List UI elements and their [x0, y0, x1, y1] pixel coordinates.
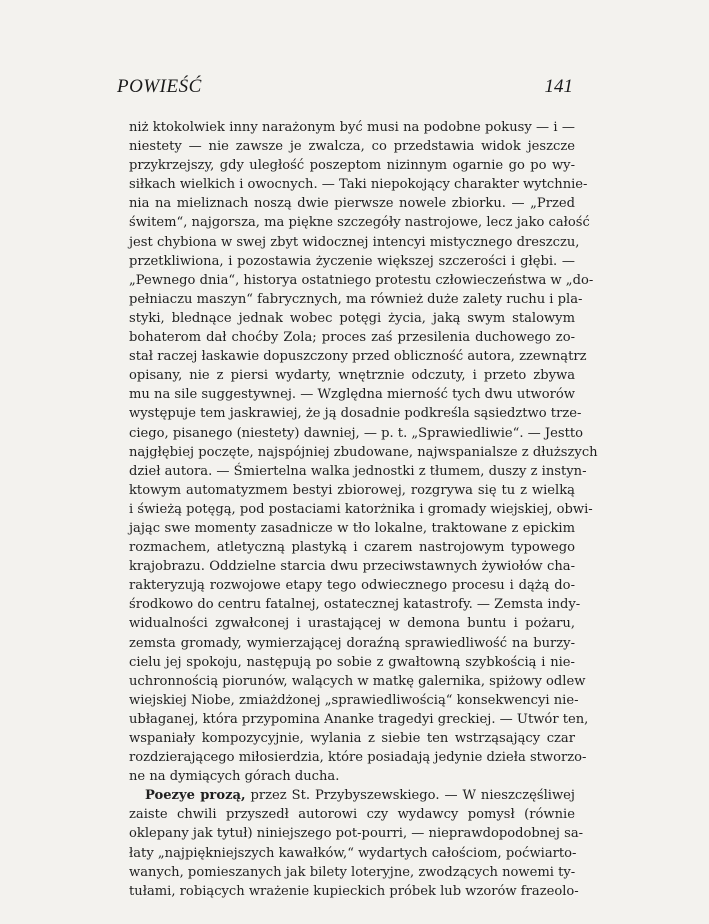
- text-line: pełniaczu maszyn“ fabrycznych, ma również duże zalety ruchu i pla-: [129, 291, 583, 307]
- text-line: ktowym automatyzmem bestyi zbiorowej, rozgrywa się tu z wielką: [129, 482, 575, 498]
- text-line: opisany, nie z piersi wydarty, wnętrznie odczuty, i przeto zbywa: [129, 368, 575, 384]
- text-line: niestety — nie zawsze je zwalcza, co przedstawia widok jeszcze: [129, 139, 575, 155]
- text-line: stał raczej łaskawie dopuszczony przed obliczność autora, zzewnątrz: [129, 349, 587, 365]
- section-first-line-rest: przez St. Przybyszewskiego. — W nieszczęśliwej: [245, 788, 575, 804]
- text-line: przykrzejszy, gdy uległość poszeptom nizinnym ogarnie go po wy-: [129, 158, 575, 174]
- text-line: środkowo do centru fatalnej, ostatecznej katastrofy. — Zemsta indy-: [129, 597, 581, 613]
- text-line: dzieł autora. — Śmiertelna walka jednostki z tłumem, duszy z instyn-: [129, 463, 587, 479]
- text-line: jest chybiona w swej zbyt widocznej intencyi mistycznego dreszczu,: [129, 234, 580, 250]
- text-line: bohaterom dał choćby Zola; proces zaś przesilenia duchowego zo-: [129, 330, 575, 346]
- text-line: widualności zgwałconej i urastającej w demona buntu i pożaru,: [129, 616, 575, 632]
- text-line: ne na dymiących górach ducha.: [129, 769, 340, 785]
- paragraph-2: [129, 805, 584, 900]
- text-line: wiejskiej Niobe, zmiażdżonej „sprawiedliwością“ konsekwencyi nie-: [129, 692, 579, 708]
- text-line: zemsta gromady, wymierzającej doraźną sprawiedliwość na burzy-: [129, 635, 575, 651]
- text-line: rozmachem, atletyczną plastyką i czarem nastrojowym typowego: [129, 540, 575, 556]
- text-line: przetkliwiona, i pozostawia życzenie większej szczerości i głębi. —: [129, 253, 575, 269]
- text-line: ciego, pisanego (niestety) dawniej, — p. t. „Sprawiedliwie“. — Jestto: [129, 425, 584, 441]
- text-line: siłkach wielkich i owocnych. — Taki niepokojący charakter wytchnie-: [129, 177, 588, 193]
- text-line: rakteryzują rozwojowe etapy tego odwiecznego procesu i dążą do-: [129, 578, 575, 594]
- text-line: występuje tem jaskrawiej, że ją dosadnie podkreśla sąsiedztwo trze-: [129, 406, 582, 422]
- text-line: wanych, pomieszanych jak bilety loteryjne, zwodzących nowemi ty-: [129, 864, 576, 880]
- text-line: niż ktokolwiek inny narażonym być musi na podobne pokusy — i —: [129, 120, 575, 135]
- text-line: najgłębiej poczęte, najspójniej zbudowane, najwspanialsze z dłuższych: [129, 444, 598, 460]
- text-line: rozdzierającego miłosierdzia, które posiadają jedynie dzieła stworzo-: [129, 750, 587, 766]
- text-line: i świeżą potęgą, pod postaciami katorżnika i gromady wiejskiej, obwi-: [129, 501, 593, 517]
- page-number: 141: [544, 76, 573, 97]
- text-line: „Pewnego dnia“, historya ostatniego protestu człowieczeństwa w „do-: [129, 272, 594, 288]
- body-text: [129, 118, 598, 901]
- text-line: uchronnością piorunów, walących w matkę galernika, spiżowy odlew: [129, 673, 586, 689]
- text-line: jając swe momenty zasadnicze w tło lokalne, traktowane z epickim: [129, 520, 575, 536]
- text-line: krajobrazu. Oddzielne starcia dwu przeciwstawnych żywiołów cha-: [129, 559, 575, 575]
- text-line: zaiste chwili przyszedł autorowi czy wydawcy pomysł (równie: [129, 807, 575, 823]
- running-head-title: POWIEŚĆ: [117, 76, 202, 97]
- text-line: tułami, robiących wrażenie kupieckich próbek lub wzorów frazeolo-: [129, 883, 579, 899]
- text-line: wspaniały kompozycyjnie, wylania z siebie ten wstrząsający czar: [129, 731, 575, 746]
- text-line: styki, blednące jednak wobec potęgi życia, jaką swym stalowym: [129, 310, 575, 326]
- paragraph-1: [129, 118, 598, 786]
- text-line: świtem“, najgorsza, ma piękne szczegóły nastrojowe, lecz jako całość: [129, 215, 590, 231]
- text-line: łaty „najpiękniejszych kawałków,“ wydartych całościom, poćwiarto-: [129, 845, 577, 861]
- text-line: nia na mieliznach noszą dwie pierwsze nowele zbiorku. — „Przed: [129, 196, 575, 212]
- section-heading: Poezye prozą,: [145, 788, 246, 804]
- text-line: mu na sile suggestywnej. — Względna mierność tych dwu utworów: [129, 387, 575, 403]
- text-line: cielu jej spokoju, następują po sobie z gwałtowną szybkością i nie-: [129, 654, 575, 670]
- text-line: oklepany jak tytuł) niniejszego pot-pourri, — nieprawdopodobnej sa-: [129, 826, 584, 842]
- section-first-line: [129, 786, 575, 805]
- text-line: ubłaganej, która przypomina Ananke tragedyi greckiej. — Utwór ten,: [129, 711, 589, 727]
